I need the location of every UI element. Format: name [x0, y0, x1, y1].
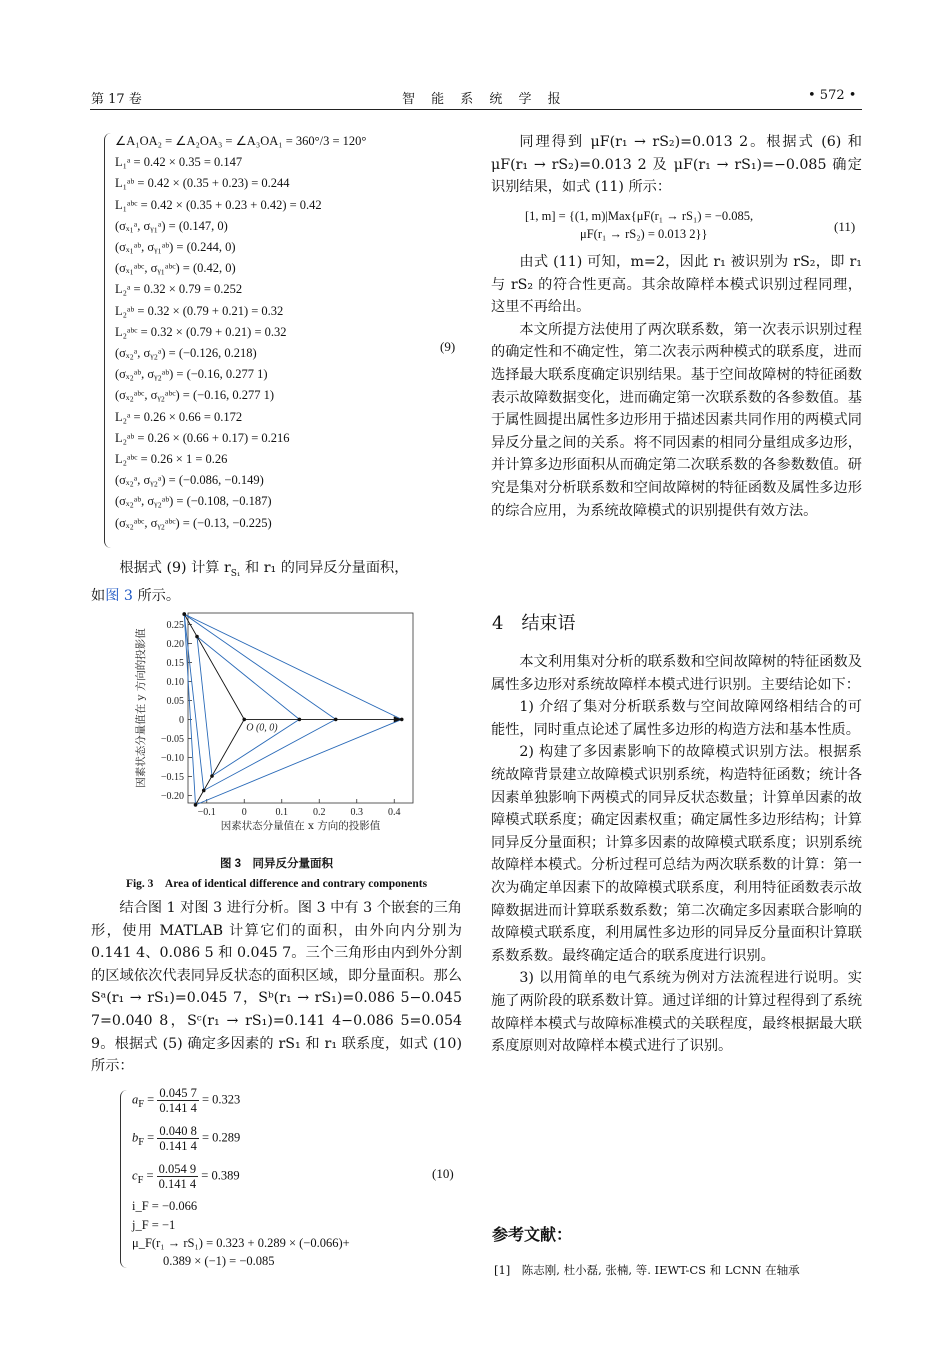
paragraph-figure-ref: 根据式 (9) 计算 $r_{S_1}$ 和 r₁ 的同异反分量面积， 如图 3 所示。 — [91, 560, 409, 605]
y-tick-label: 0 — [179, 714, 184, 726]
eq9-line: (σₓ₁ᵃ, σᵧ₁ᵃ) = (0.147, 0) — [115, 218, 228, 233]
eq9-line: (σₓ₁ᵃᵇᶜ, σᵧ₁ᵃᵇᶜ) = (0.42, 0) — [115, 261, 236, 276]
eq9-line: L₂ᵃᵇᶜ = 0.32 × (0.79 + 0.21) = 0.32 — [115, 324, 287, 339]
eq9-line: (σₓ₂ᵃᵇᶜ, σᵧ₂ᵃᵇᶜ) = (−0.13, −0.225) — [115, 515, 272, 530]
paragraph-analysis: 结合图 1 对图 3 进行分析。图 3 中有 3 个嵌套的三角形，使用 MATLAB 计算它们的面积，由外向内分别为 0.141 4、0.086 5 和 0.045 7。三个三角形由内到外分割的区域依次代表同异反状态的面积区域，即分量面积。那么 Sᵃ(r₁ → rS₁)=0.045 7，Sᵇ(r₁ → rS₁)=0.086 5−0.045 7=0.040 8，Sᶜ(r₁ → rS₁)=0.141 4−0.086 5=0.054 9。根据式 (5) 确定多因素的 rS₁ 和 r₁ 联系度，如式 (10) 所示： — [91, 900, 462, 1075]
figure-3-chart — [128, 605, 428, 845]
figure-caption-cn: 图 3 同异反分量面积 — [219, 858, 334, 870]
equation-11-number: (11) — [834, 219, 856, 234]
y-tick-label: −0.10 — [160, 752, 184, 764]
vertex-point — [210, 774, 214, 778]
eq10-bF: $b_F$ = $\frac{0.040 8}{0.141 4}$ = 0.289 — [132, 1124, 241, 1153]
eq9-line: (σₓ₁ᵃᵇ, σᵧ₁ᵃᵇ) = (0.244, 0) — [115, 240, 236, 254]
eq9-line: L₂ᵃᵇ = 0.26 × (0.66 + 0.17) = 0.216 — [115, 430, 290, 445]
y-tick-label: 0.15 — [166, 657, 184, 669]
eq9-line: L₂ᵃᵇ = 0.32 × (0.79 + 0.21) = 0.32 — [115, 303, 284, 318]
header-rule — [90, 109, 862, 110]
x-tick-label: 0 — [241, 807, 247, 818]
eq10-jF: j_F = −1 — [132, 1218, 176, 1232]
vertex-point — [182, 612, 186, 616]
x-axis-label: 因素状态分量值在 x 方向的投影值 — [220, 820, 381, 832]
origin-point — [242, 718, 246, 722]
x-tick-label: 0.4 — [388, 807, 401, 818]
eq9-line: (σₓ₂ᵃ, σᵧ₂ᵃ) = (−0.086, −0.149) — [115, 473, 264, 488]
eq9-line: L₂ᵃ = 0.26 × 0.66 = 0.172 — [115, 409, 243, 424]
eq9-line: L₁ᵃᵇᶜ = 0.42 × (0.35 + 0.23 + 0.42) = 0.42 — [115, 197, 322, 212]
y-tick-label: 0.20 — [166, 638, 184, 650]
eq10-mu-line1: μ_F(r₁ → rS₁) = 0.323 + 0.289 × (−0.066)+ — [132, 1236, 350, 1250]
plot-frame — [188, 613, 413, 803]
vertex-point — [194, 803, 198, 807]
header-journal: 智 能 系 统 学 报 — [402, 92, 567, 107]
equation-9-brace — [104, 133, 111, 548]
x-tick-label: −0.1 — [197, 807, 216, 818]
figure-3-link[interactable]: 图 3 — [105, 588, 133, 605]
eq9-line: L₂ᵃ = 0.32 × 0.79 = 0.252 — [115, 282, 243, 297]
x-tick-label: 0.2 — [313, 807, 326, 818]
eq9-line: L₁ᵃ = 0.42 × 0.35 = 0.147 — [115, 155, 243, 170]
vertex-point — [202, 789, 206, 793]
y-tick-label: −0.15 — [160, 771, 184, 783]
triangle-1 — [197, 637, 299, 776]
conclusion-body: 本文利用集对分析的联系数和空间故障树的特征函数及属性多边形对系统故障样本模式进行识别。主要结论如下： 1) 介绍了集对分析联系数与空间故障网络相结合的可能性，同时重点论述了属性多边形的构造方法和基本性质。 2) 构建了多因素影响下的故障模式识别方法。根据系统故障背景建立故障模式识别系统，构造特征函数；统计各因素单独影响下两模式的同异反状态数量；计算单因素的故障模式联系度；确定因素权重；确定属性多边形结构；计算同异反分量面积；计算多因素的故障模式联系度；识别系统故障样本模式。分析过程可总结为两次联系数的计算：第一次为确定单因素下的故障模式联系度，利用特征函数表示故障数据进而计算联系数系数；第二次确定多因素联合影响的故障模式联系度，利用属性多边形的同异反分量面积计算联系数系数。最终确定适合的联系度进行识别。 3) 以用简单的电气系统为例对方法流程进行说明。实施了两阶段的联系数计算。通过详细的计算过程得到了系统故障样本模式与故障标准模式的关联程度，最终根据最大联系度原则对故障样本模式进行了识别。 — [491, 654, 862, 1055]
eq9-line: (σₓ₂ᵃ, σᵧ₂ᵃ) = (−0.126, 0.218) — [115, 346, 257, 360]
equation-10-number: (10) — [432, 1166, 454, 1181]
triangle-2 — [184, 614, 336, 790]
figure-caption-en: Fig. 3 Area of identical difference and contrary components — [125, 878, 428, 890]
header-volume: 第 17 卷 — [91, 92, 142, 107]
paragraph-right-2: 由式 (11) 可知，m=2，因此 r₁ 被识别为 rS₂，即 r₁ 与 rS₂ 的符合性更高。其余故障样本模式识别过程同理，这里不再给出。 本文所提方法使用了两次联系数，第一次表示识别过程的确定性和不确定性，第二次表示两种模式的联系度，进而选择最大联系度确定识别结果。基于空间故障树的特征函数表示故障数据变化，进而确定第一次联系数的各参数值。基于属性圆提出属性多边形用于描述因素共同作用的两模式同异反分量之间的关系。将不同因素的相同分量组成多边形，并计算多边形面积从而确定第二次联系数的各参数数值。研究是集对分析联系数和空间故障树的特征函数及属性多边形的综合应用，为系统故障模式的识别提供有效方法。 — [491, 254, 862, 519]
ray-2 — [184, 614, 244, 719]
triangle-3 — [184, 614, 402, 805]
y-tick-label: −0.05 — [160, 733, 184, 745]
eq11-line1: [1, m] = {(1, m)|Max{μF(r₁ → rS₁) = −0.085, — [525, 209, 754, 223]
vertex-point — [298, 718, 302, 722]
eq10-cF: $c_F$ = $\frac{0.054 9}{0.141 4}$ = 0.389 — [132, 1162, 240, 1191]
y-tick-label: 0.10 — [166, 676, 184, 688]
eq10-mu-line2: 0.389 × (−1) = −0.085 — [163, 1254, 275, 1268]
y-tick-label: 0.05 — [166, 695, 184, 707]
eq9-line: L₁ᵃᵇ = 0.42 × (0.35 + 0.23) = 0.244 — [115, 176, 290, 191]
reference-1: [1] 陈志刚, 杜小磊, 张楠, 等. IEWT-CS 和 LCNN 在轴承 — [494, 1263, 800, 1277]
vertex-point — [334, 718, 338, 722]
equation-9-number: (9) — [440, 339, 456, 354]
paragraph-right-1: 同理得到 μF(r₁ → rS₂)=0.013 2。根据式 (6) 和 μF(r₁ → rS₂)=0.013 2 及 μF(r₁ → rS₁)=−0.085 确定识别结果，如式 (11) 所示： — [491, 134, 862, 196]
x-tick-label: 0.1 — [275, 807, 288, 818]
origin-label: O (0, 0) — [246, 722, 278, 734]
eq9-line: ∠A₁OA₂ = ∠A₂OA₃ = ∠A₃OA₁ = 360°/3 = 120° — [115, 134, 367, 148]
y-axis-label: 因素状态分量值在 y 方向的投影值 — [135, 628, 147, 788]
equation-10-brace — [120, 1090, 127, 1268]
x-tick-label: 0.3 — [350, 807, 363, 818]
ray-3 — [196, 719, 245, 805]
header-page: • 572 • — [808, 88, 857, 103]
eq9-line: (σₓ₂ᵃᵇ, σᵧ₂ᵃᵇ) = (−0.16, 0.277 1) — [115, 367, 268, 382]
y-tick-label: 0.25 — [166, 619, 184, 631]
eq9-line: (σₓ₂ᵃᵇᶜ, σᵧ₂ᵃᵇᶜ) = (−0.16, 0.277 1) — [115, 388, 274, 403]
y-tick-label: −0.20 — [160, 790, 184, 802]
eq11-line2: μF(r₁ → rS₂) = 0.013 2}} — [580, 227, 708, 241]
eq10-aF: $a_F$ = $\frac{0.045 7}{0.141 4}$ = 0.323 — [132, 1086, 241, 1115]
eq9-line: L₂ᵃᵇᶜ = 0.26 × 1 = 0.26 — [115, 452, 228, 466]
vertex-point — [195, 635, 199, 639]
eq9-line: (σₓ₂ᵃᵇ, σᵧ₂ᵃᵇ) = (−0.108, −0.187) — [115, 494, 272, 509]
references-heading: 参考文献： — [492, 1225, 573, 1244]
eq10-iF: i_F = −0.066 — [132, 1199, 198, 1213]
section-heading-conclusion: 4 结束语 — [492, 613, 576, 634]
